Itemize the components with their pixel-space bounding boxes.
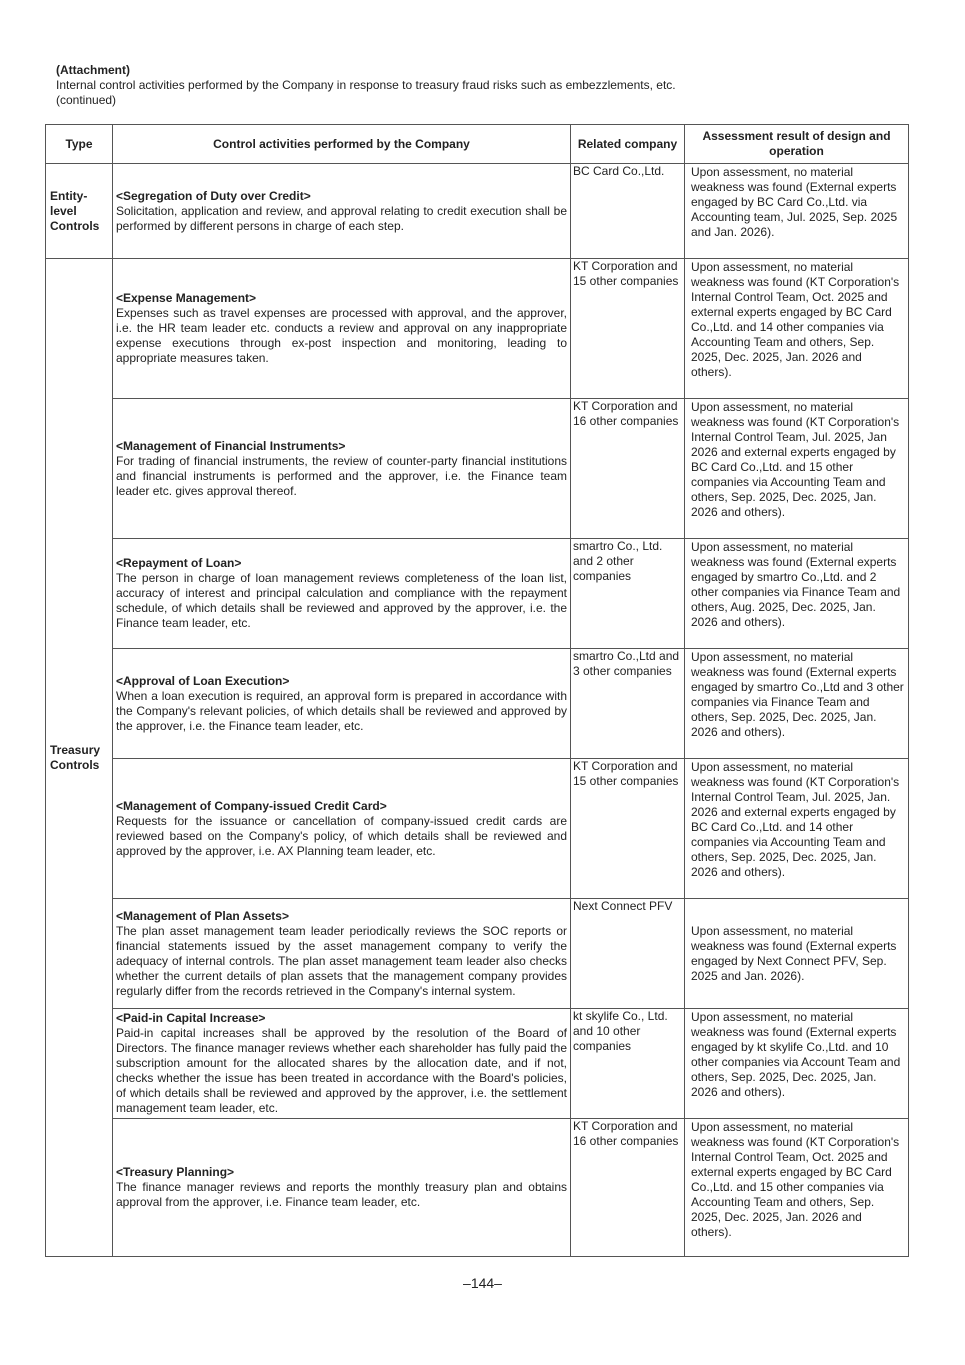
activity-desc: The plan asset management team leader periodically reviews the SOC reports or financial statements issued by the asset management company to verify the adequacy of internal controls. The plan asset management team leader also checks whether the current details of plan assets that the management company provides regularly differ from the records retrieved in the Company's internal system. [116, 923, 567, 998]
related-company: kt skylife Co., Ltd. and 10 other companies [571, 1009, 685, 1119]
type-treasury: Treasury Controls [46, 259, 113, 1257]
activity-title: <Approval of Loan Execution> [116, 673, 290, 688]
assessment-result: Upon assessment, no material weakness was found (External experts engaged by BC Card Co.,Ltd. via Accounting team, Jul. 2025, Sep. 2025 and Jan. 2026). [685, 164, 909, 259]
table-row [46, 539, 909, 649]
activity-title: <Treasury Planning> [116, 1165, 235, 1179]
activity-title: <Expense Management> [116, 291, 257, 305]
table-row [46, 1119, 909, 1257]
attachment-header [56, 63, 676, 108]
activity-desc: Requests for the issuance or cancellation of company-issued credit cards are reviewed based on the Company's policy, of which details shall be reviewed and approved by the approver, i.e. AX Planning team leader, etc. [116, 813, 567, 858]
activity-title: <Repayment of Loan> [116, 556, 242, 570]
continued-label: (continued) [56, 93, 117, 107]
table-row [46, 1009, 909, 1119]
control-activity [113, 399, 571, 539]
related-company: KT Corporation and 15 other companies [571, 759, 685, 899]
related-company: BC Card Co.,Ltd. [571, 164, 685, 259]
attachment-description: Internal control activities performed by the Company in response to treasury fraud risks such as embezzlements, etc. [56, 78, 676, 92]
table-row [46, 899, 909, 1009]
control-activity [113, 539, 571, 649]
col-header-company: Related company [571, 125, 685, 164]
activity-title: <Paid-in Capital Increase> [116, 1011, 266, 1025]
related-company: Next Connect PFV [571, 899, 685, 1009]
assessment-result: Upon assessment, no material weakness was found (External experts engaged by smartro Co.,Ltd and 3 other companies via Finance Team and others, Sep. 2025, Dec. 2025, Jan. 2026 and others). [685, 649, 909, 759]
control-activity [113, 259, 571, 399]
col-header-control: Control activities performed by the Company [113, 125, 571, 164]
activity-title: <Management of Plan Assets> [116, 908, 289, 923]
activity-title: <Segregation of Duty over Credit> [116, 188, 311, 203]
control-activity [113, 759, 571, 899]
control-activity [113, 1119, 571, 1257]
assessment-result: Upon assessment, no material weakness was found (External experts engaged by smartro Co.,Ltd. and 2 other companies via Finance Team and others, Aug. 2025, Dec. 2025, Jan. 2026 and others). [685, 539, 909, 649]
control-activity [113, 899, 571, 1009]
table-row [46, 259, 909, 399]
related-company: KT Corporation and 16 other companies [571, 1119, 685, 1257]
assessment-result: Upon assessment, no material weakness was found (KT Corporation's Internal Control Team, Jul. 2025, Jan. 2026 and external experts engaged by BC Card Co.,Ltd. and 14 other companies via Accounting Team and others, Sep. 2025, Dec. 2025, Jan. 2026 and others). [685, 759, 909, 899]
related-company: smartro Co.,Ltd and 3 other companies [571, 649, 685, 759]
control-activity [113, 649, 571, 759]
table-row [46, 399, 909, 539]
table-row [46, 649, 909, 759]
table-header-row [46, 125, 909, 164]
attachment-title: (Attachment) [56, 63, 130, 77]
related-company: smartro Co., Ltd. and 2 other companies [571, 539, 685, 649]
activity-desc: The person in charge of loan management reviews completeness of the loan list, accuracy of interest and principal calculation and compliance with the repayment schedule, of which details shall be reviewed and approved by the approver, i.e. the Finance team leader, etc. [116, 571, 567, 630]
activity-title: <Management of Financial Instruments> [116, 438, 346, 453]
related-company: KT Corporation and 16 other companies [571, 399, 685, 539]
control-activities-table [45, 124, 909, 1257]
assessment-result: Upon assessment, no material weakness was found (KT Corporation's Internal Control Team, Jul. 2025, Jan 2026 and external experts engaged by BC Card Co.,Ltd. and 15 other companies via Accounting Team and others, Sep. 2025, Dec. 2025, Jan. 2026 and others). [685, 399, 909, 539]
page-number: –144– [463, 1275, 502, 1291]
control-activity [113, 164, 571, 259]
activity-desc: The finance manager reviews and reports the monthly treasury plan and obtains approval from the approver, i.e. Finance team leader, etc. [116, 1180, 567, 1209]
col-header-type: Type [46, 125, 113, 164]
assessment-result: Upon assessment, no material weakness was found (KT Corporation's Internal Control Team, Oct. 2025 and external experts engaged by BC Card Co.,Ltd. and 15 other companies via Accounting Team and others, Sep. 2025, Dec. 2025, Jan. 2026 and others). [685, 1119, 909, 1257]
type-entity-level: Entity-level Controls [46, 164, 113, 259]
assessment-result: Upon assessment, no material weakness was found (External experts engaged by kt skylife Co.,Ltd. and 10 other companies via Account Team and others, Sep. 2025, Dec. 2025, Jan. 2026 and others). [685, 1009, 909, 1119]
table-row [46, 164, 909, 259]
activity-desc: Paid-in capital increases shall be approved by the resolution of the Board of Directors. The finance manager reviews whether each shareholder has fully paid the subscription amount for the allocated shares by the allocation date, and if not, checks whether the issue has been treated in accordance with the Board's policies, of which details shall be reviewed and approved by the approver, i.e. the settlement management team leader, etc. [116, 1026, 567, 1115]
activity-desc: When a loan execution is required, an approval form is prepared in accordance with the Company's relevant policies, of which details shall be reviewed and approved by the approver, i.e. the Finance team leader, etc. [116, 688, 567, 733]
assessment-result: Upon assessment, no material weakness was found (External experts engaged by Next Connect PFV, Sep. 2025 and Jan. 2026). [685, 899, 909, 1009]
activity-desc: Expenses such as travel expenses are processed with approval, and the approver, i.e. the HR team leader etc. conducts a review and approval on any inappropriate expense executions through ex-post inspection and monitoring, leading to appropriate measures taken. [116, 306, 567, 365]
activity-desc: Solicitation, application and review, and approval relating to credit execution shall be performed by different persons in charge of each step. [116, 203, 567, 233]
col-header-result: Assessment result of design and operation [685, 125, 909, 164]
activity-desc: For trading of financial instruments, the review of counter-party financial institutions and financial instruments is performed and the approver, i.e. the Finance team leader etc. gives approval thereof. [116, 453, 567, 498]
related-company: KT Corporation and 15 other companies [571, 259, 685, 399]
assessment-result: Upon assessment, no material weakness was found (KT Corporation's Internal Control Team, Oct. 2025 and external experts engaged by BC Card Co.,Ltd. and 14 other companies via Accounting Team and others, Sep. 2025, Dec. 2025, Jan. 2026 and others). [685, 259, 909, 399]
control-activity [113, 1009, 571, 1119]
activity-title: <Management of Company-issued Credit Card> [116, 798, 387, 813]
table-row [46, 759, 909, 899]
